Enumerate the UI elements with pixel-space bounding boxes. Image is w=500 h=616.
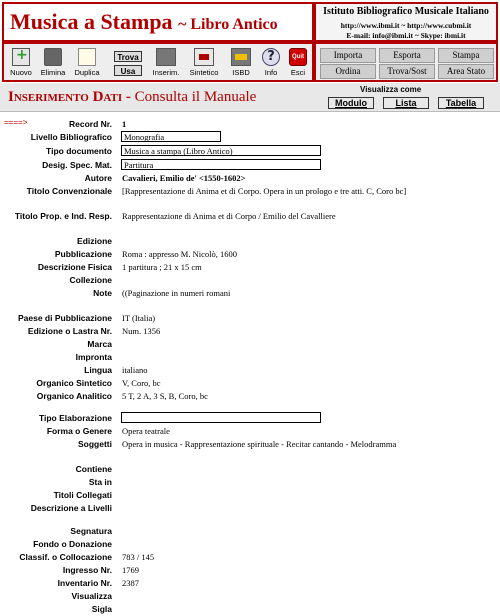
field-value: 2387: [122, 578, 139, 588]
field-collezione: [0, 273, 500, 287]
field-label: Organico Sintetico: [36, 378, 112, 388]
field-label: Tipo Elaborazione: [38, 413, 112, 423]
field-value: IT (Italia): [122, 313, 156, 323]
field-classif: [0, 550, 500, 564]
toolbar: [2, 42, 314, 82]
stampa-button[interactable]: Stampa: [438, 48, 494, 63]
sintetico-label: Sintetico: [189, 68, 219, 77]
field-label: Contiene: [75, 464, 112, 474]
field-label: Collezione: [69, 275, 112, 285]
field-organico-sintetico: [0, 376, 500, 390]
page-heading: [8, 89, 256, 106]
summary-icon: [194, 48, 214, 66]
field-label: Titolo Convenzionale: [26, 186, 112, 196]
field-contiene: [0, 462, 500, 476]
institute-panel: [314, 2, 498, 42]
usa-button[interactable]: Usa: [114, 65, 142, 76]
sintetico-button[interactable]: [186, 48, 222, 77]
view-modulo-button[interactable]: Modulo: [328, 97, 374, 109]
app-title-panel: [2, 2, 314, 42]
field-label: Inventario Nr.: [57, 578, 112, 588]
esporta-button[interactable]: Esporta: [379, 48, 435, 63]
duplicate-icon: [78, 48, 96, 66]
duplica-label: Duplica: [74, 68, 100, 77]
field-lingua: [0, 363, 500, 377]
field-value: 783 / 145: [122, 552, 155, 562]
app-subtitle: ~ Libro Antico: [178, 16, 278, 33]
field-value: Roma : appresso M. Nicolò, 1600: [122, 249, 237, 259]
esci-label: Esci: [290, 68, 306, 77]
field-titolo-prop: [0, 209, 500, 223]
insert-icon: [156, 48, 176, 66]
inserim-label: Inserim.: [152, 68, 180, 77]
field-sigla: [0, 602, 500, 616]
field-value: 1: [122, 119, 127, 129]
field-segnatura: [0, 524, 500, 538]
tipo-elaborazione-input[interactable]: [121, 412, 321, 423]
field-value: Rappresentazione di Anima et di Corpo / Emilio del Cavalliere: [122, 211, 336, 221]
field-ingresso: [0, 563, 500, 577]
importa-button[interactable]: Importa: [320, 48, 376, 63]
app-title-main: Musica a Stampa: [10, 9, 173, 34]
field-tipo-documento: [0, 144, 500, 158]
field-label: Visualizza: [71, 591, 112, 601]
institute-contacts: E-mail: info@ibmi.it ~ Skype: ibmi.it: [346, 31, 466, 40]
area-stato-button[interactable]: Area Stato: [438, 64, 494, 79]
field-value: Opera in musica - Rappresentazione spirituale - Recitar cantando - Melodramma: [122, 439, 397, 449]
field-livello: [0, 130, 500, 144]
livello-input[interactable]: Monografia: [121, 131, 221, 142]
current-record-marker: ====>: [4, 118, 28, 127]
field-label: Marca: [87, 339, 112, 349]
isbd-button[interactable]: [228, 48, 254, 77]
field-tipo-elaborazione: [0, 411, 500, 425]
field-label: Livello Bibliografico: [30, 132, 112, 142]
trash-icon: [44, 48, 62, 66]
trova-sost-button[interactable]: Trova/Sost: [379, 64, 435, 79]
field-impronta: [0, 350, 500, 364]
field-label: Fondo o Donazione: [33, 539, 112, 549]
nuovo-button[interactable]: [8, 48, 34, 77]
field-value: 5 T, 2 A, 3 S, B, Coro, bc: [122, 391, 208, 401]
field-value: Cavalieri, Emilio de' <1550-1602>: [122, 173, 246, 183]
field-label: Paese di Pubblicazione: [17, 313, 112, 323]
field-sta-in: [0, 475, 500, 489]
field-label: Descrizione Fisica: [37, 262, 112, 272]
field-label: Impronta: [75, 352, 112, 362]
field-label: Autore: [84, 173, 112, 183]
field-value: italiano: [122, 365, 148, 375]
field-label: Forma o Genere: [46, 426, 112, 436]
view-lista-button[interactable]: Lista: [383, 97, 429, 109]
desig-input[interactable]: Partitura: [121, 159, 321, 170]
institute-urls: http://www.ibmi.it ~ http://www.cubmi.it: [340, 21, 472, 30]
field-soggetti: [0, 437, 500, 451]
field-descrizione-livelli: [0, 501, 500, 515]
field-note: [0, 286, 500, 300]
field-visualizza: [0, 589, 500, 603]
nuovo-label: Nuovo: [10, 68, 32, 77]
trova-button[interactable]: Trova: [114, 51, 142, 62]
field-fondo: [0, 537, 500, 551]
field-label: Pubblicazione: [54, 249, 112, 259]
field-label: Desig. Spec. Mat.: [42, 160, 112, 170]
field-titolo-conv: [0, 184, 500, 198]
field-value: 1769: [122, 565, 139, 575]
field-label: Record Nr.: [69, 119, 112, 129]
field-label: Tipo documento: [46, 146, 112, 156]
view-label: Visualizza come: [360, 85, 422, 94]
view-tabella-button[interactable]: Tabella: [438, 97, 484, 109]
isbd-label: ISBD: [232, 68, 250, 77]
field-value: Opera teatrale: [122, 426, 170, 436]
heading-separator: -: [125, 89, 131, 105]
info-label: Info: [264, 68, 278, 77]
field-inventario: [0, 576, 500, 590]
field-paese: [0, 311, 500, 325]
ordina-button[interactable]: Ordina: [320, 64, 376, 79]
field-pubblicazione: [0, 247, 500, 261]
field-edizione: [0, 234, 500, 248]
esci-button[interactable]: [286, 48, 310, 77]
field-label: Descrizione a Livelli: [30, 503, 112, 513]
field-forma: [0, 424, 500, 438]
isbd-icon: [231, 48, 251, 66]
field-marca: [0, 337, 500, 351]
field-value: 1 partitura ; 21 x 15 cm: [122, 262, 202, 272]
elimina-button[interactable]: [38, 48, 68, 77]
field-label: Note: [93, 288, 112, 298]
institute-name: Istituto Bibliografico Musicale Italiano: [323, 6, 489, 17]
page-title: Inserimento Dati: [8, 89, 123, 105]
field-label: Titoli Collegati: [53, 490, 112, 500]
help-icon: ?: [262, 48, 280, 66]
field-label: Edizione o Lastra Nr.: [27, 326, 112, 336]
field-label: Titolo Prop. e Ind. Resp.: [14, 211, 112, 221]
quit-icon: Quit: [289, 48, 307, 66]
field-value: V, Coro, bc: [122, 378, 161, 388]
field-label: Sta in: [88, 477, 112, 487]
manual-link[interactable]: Consulta il Manuale: [134, 89, 257, 105]
info-button[interactable]: [260, 48, 282, 77]
field-label: Organico Analitico: [36, 391, 112, 401]
field-label: Soggetti: [78, 439, 112, 449]
field-titoli-collegati: [0, 488, 500, 502]
field-record-nr: [0, 117, 500, 131]
duplica-button[interactable]: [72, 48, 102, 77]
field-label: Classif. o Collocazione: [19, 552, 112, 562]
field-edizione-lastra: [0, 324, 500, 338]
field-value: ((Paginazione in numeri romani: [122, 288, 231, 298]
field-label: Sigla: [91, 604, 112, 614]
field-label: Ingresso Nr.: [62, 565, 112, 575]
menu-panel: [314, 42, 498, 82]
field-label: Segnatura: [70, 526, 112, 536]
field-value: Num. 1356: [122, 326, 161, 336]
field-autore: [0, 171, 500, 185]
field-descrizione: [0, 260, 500, 274]
field-value: [Rappresentazione di Anima et di Corpo. Opera in un prologo e tre atti. C, Coro bc]: [122, 186, 407, 196]
field-label: Lingua: [84, 365, 112, 375]
app-title: [10, 9, 278, 35]
field-organico-analitico: [0, 389, 500, 403]
new-record-icon: +: [12, 48, 30, 66]
tipo-documento-input[interactable]: Musica a stampa (Libro Antico): [121, 145, 321, 156]
field-label: Edizione: [77, 236, 112, 246]
field-desig: [0, 158, 500, 172]
inserim-button[interactable]: [150, 48, 182, 77]
elimina-label: Elimina: [40, 68, 66, 77]
